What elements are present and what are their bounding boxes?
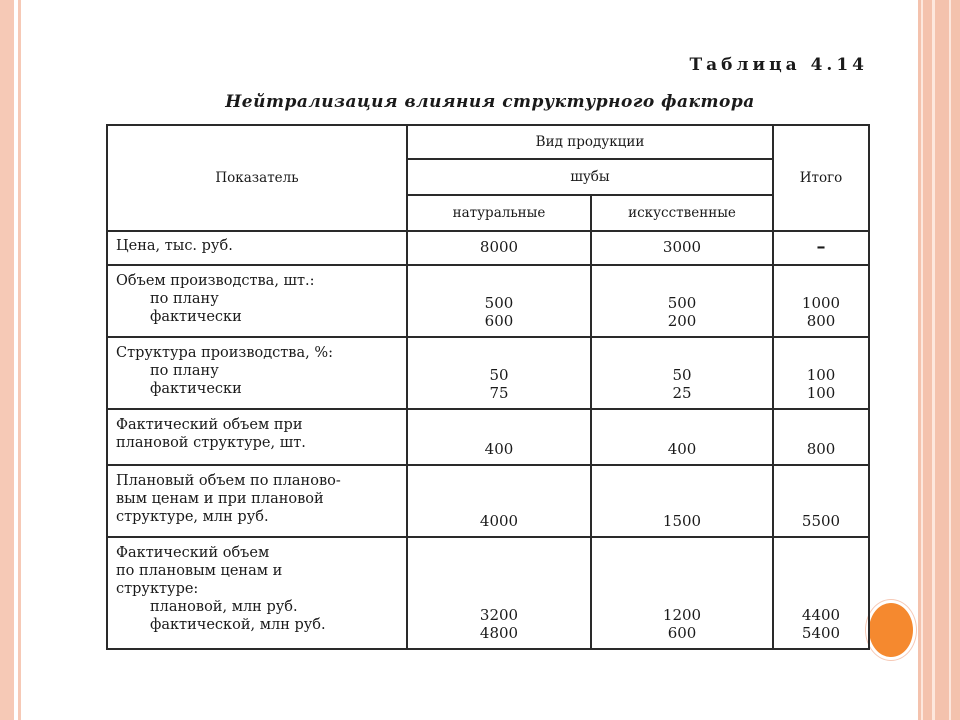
cell-value-fact: 200	[667, 312, 697, 330]
row-sublabel-fact: фактически	[150, 309, 242, 325]
header-indicator: Показатель	[107, 125, 407, 231]
cell-value-planned: 3200	[479, 606, 519, 624]
cell-natural: 4000	[407, 465, 591, 537]
cell-value-plan: 50	[489, 366, 509, 384]
cell-value-fact: 600	[484, 312, 514, 330]
cell-value-planned: 1200	[662, 606, 702, 624]
table-title: Нейтрализация влияния структурного фактора	[225, 92, 755, 112]
row-label	[107, 409, 407, 465]
slide-frame-left-line	[18, 0, 21, 720]
row-sublabel-planned: плановой, млн руб.	[150, 599, 298, 615]
table-row-actual-volume-plan-structure	[107, 409, 869, 465]
cell-value-plan: 500	[484, 294, 514, 312]
row-sublabel-fact: фактически	[150, 381, 242, 397]
cell-total: 5500	[773, 465, 869, 537]
cell-total: –	[773, 231, 869, 265]
row-label-line: Фактический объем при	[116, 417, 303, 433]
cell-value-fact: 75	[489, 384, 509, 402]
row-label-line: структуре:	[116, 581, 199, 597]
cell-natural: 8000	[407, 231, 591, 265]
cell-artificial	[591, 265, 773, 337]
row-label-line: Плановый объем по планово-	[116, 473, 341, 489]
frame-stripe	[949, 0, 951, 720]
header-total: Итого	[773, 125, 869, 231]
cell-artificial	[591, 537, 773, 649]
table-row-price	[107, 231, 869, 265]
table-row-structure	[107, 337, 869, 409]
cell-value-plan: 50	[672, 366, 692, 384]
cell-value-fact: 800	[806, 312, 836, 330]
header-natural: натуральные	[407, 195, 591, 231]
table-row-plan-volume-plan-prices	[107, 465, 869, 537]
row-label	[107, 465, 407, 537]
cell-natural	[407, 265, 591, 337]
frame-stripe	[932, 0, 935, 720]
cell-value-actual: 5400	[801, 624, 841, 642]
cell-value-fact: 100	[806, 384, 836, 402]
cell-value-plan: 500	[667, 294, 697, 312]
slide-frame-left	[0, 0, 14, 720]
row-label-title: Структура производства, %:	[116, 345, 333, 361]
cell-value-plan: 1000	[801, 294, 841, 312]
cell-total	[773, 537, 869, 649]
row-label-line: по плановым ценам и	[116, 563, 283, 579]
cell-total	[773, 337, 869, 409]
row-label-line: плановой структуре, шт.	[116, 435, 306, 451]
header-product: шубы	[407, 159, 773, 195]
slide-frame-right	[918, 0, 960, 720]
header-artificial: искусственные	[591, 195, 773, 231]
cell-natural	[407, 537, 591, 649]
row-label: Цена, тыс. руб.	[107, 231, 407, 265]
frame-stripe	[921, 0, 923, 720]
cell-artificial: 1500	[591, 465, 773, 537]
cell-artificial: 3000	[591, 231, 773, 265]
table-row-actual-volume-plan-prices	[107, 537, 869, 649]
row-label-line: структуре, млн руб.	[116, 509, 269, 525]
cell-value-fact: 25	[672, 384, 692, 402]
table-number: Таблица 4.14	[689, 55, 868, 75]
cell-value-plan: 100	[806, 366, 836, 384]
cell-value-planned: 4400	[801, 606, 841, 624]
cell-total: 800	[773, 409, 869, 465]
row-label-line: вым ценам и при плановой	[116, 491, 324, 507]
cell-natural	[407, 337, 591, 409]
row-label-line: Фактический объем	[116, 545, 270, 561]
row-sublabel-plan: по плану	[150, 291, 219, 307]
cell-value-actual: 600	[667, 624, 697, 642]
cell-total	[773, 265, 869, 337]
row-label	[107, 537, 407, 649]
header-product-type: Вид продукции	[407, 125, 773, 159]
data-table	[106, 124, 870, 650]
row-label	[107, 265, 407, 337]
cell-value-actual: 4800	[479, 624, 519, 642]
row-label	[107, 337, 407, 409]
cell-natural: 400	[407, 409, 591, 465]
cell-artificial: 400	[591, 409, 773, 465]
row-label-title: Объем производства, шт.:	[116, 273, 315, 289]
row-sublabel-plan: по плану	[150, 363, 219, 379]
row-sublabel-actual: фактической, млн руб.	[150, 617, 326, 633]
cell-artificial	[591, 337, 773, 409]
slide-decoration-circle	[866, 600, 916, 660]
header-row	[107, 125, 869, 159]
table-row-volume	[107, 265, 869, 337]
